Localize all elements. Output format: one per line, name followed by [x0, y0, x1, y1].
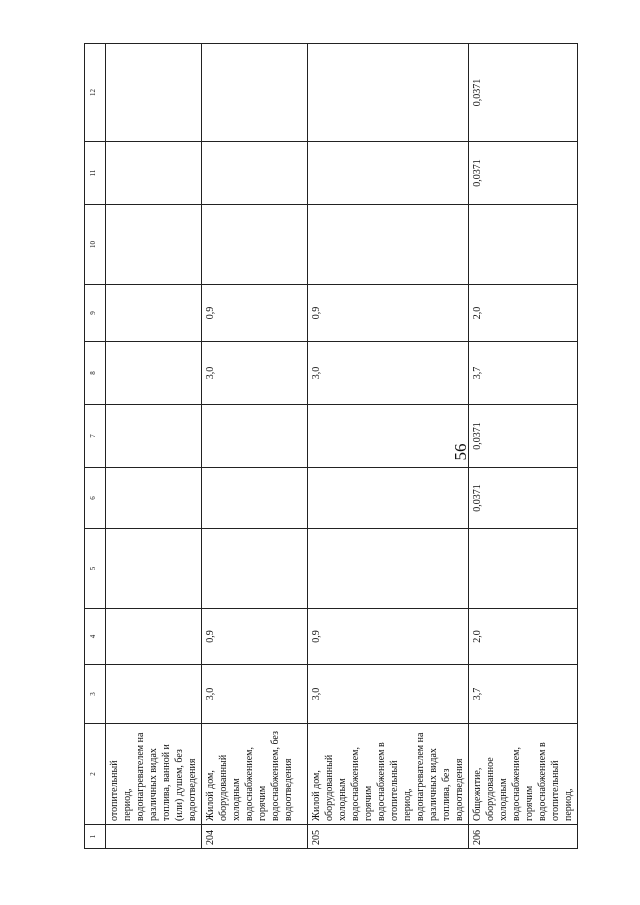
- row-number: 204: [202, 825, 308, 849]
- header-cell-6: 6: [85, 468, 106, 529]
- header-cell-1: 1: [85, 825, 106, 849]
- table-row: [106, 44, 202, 849]
- table-row: [308, 44, 469, 849]
- cell-c9: [106, 285, 202, 342]
- header-cell-2: 2: [85, 724, 106, 825]
- cell-c11: [308, 142, 469, 205]
- table-row: [202, 44, 308, 849]
- cell-c7: [202, 405, 308, 468]
- cell-c11: 0,0371: [469, 142, 578, 205]
- cell-c3: [106, 665, 202, 724]
- cell-c4: 0,9: [202, 609, 308, 665]
- header-cell-8: 8: [85, 342, 106, 405]
- header-cell-3: 3: [85, 665, 106, 724]
- row-number: 205: [308, 825, 469, 849]
- cell-c12: 0,0371: [469, 44, 578, 142]
- cell-c9: 0,9: [202, 285, 308, 342]
- cell-c8: [106, 342, 202, 405]
- cell-c7: [308, 405, 469, 468]
- cell-c6: [106, 468, 202, 529]
- cell-c8: 3,0: [308, 342, 469, 405]
- row-description: Общежитие, оборудованное холодным водоснабжением, горячим водоснабжением в отопительный период,: [469, 724, 578, 825]
- cell-c9: 0,9: [308, 285, 469, 342]
- cell-c6: 0,0371: [469, 468, 578, 529]
- cell-c10: [308, 205, 469, 285]
- row-description: Жилой дом, оборудованный холодным водоснабжением, горячим водоснабжением в отопительный период, водонагревателем на различных видах топлива, без водоотведения: [308, 724, 469, 825]
- cell-c10: [469, 205, 578, 285]
- table-wrapper: [84, 44, 574, 849]
- header-cell-10: 10: [85, 205, 106, 285]
- header-cell-9: 9: [85, 285, 106, 342]
- header-row: [85, 44, 106, 849]
- cell-c3: 3,0: [202, 665, 308, 724]
- cell-c5: [308, 529, 469, 609]
- cell-c4: [106, 609, 202, 665]
- cell-c12: [202, 44, 308, 142]
- cell-c6: [202, 468, 308, 529]
- header-cell-7: 7: [85, 405, 106, 468]
- table-row: [469, 44, 578, 849]
- cell-c12: [308, 44, 469, 142]
- cell-c6: [308, 468, 469, 529]
- row-description: отопительный период, водонагревателем на различных видах топлива, ванной и (или) душем, без водоотведения: [106, 724, 202, 825]
- cell-c10: [202, 205, 308, 285]
- header-cell-4: 4: [85, 609, 106, 665]
- cell-c5: [202, 529, 308, 609]
- cell-c4: 0,9: [308, 609, 469, 665]
- norms-table: [84, 43, 578, 849]
- cell-c7: 0,0371: [469, 405, 578, 468]
- cell-c12: [106, 44, 202, 142]
- row-number: 206: [469, 825, 578, 849]
- row-description: Жилой дом, оборудованный холодным водоснабжением, горячим водоснабжением, без водоотведения: [202, 724, 308, 825]
- cell-c3: 3,0: [308, 665, 469, 724]
- cell-c7: [106, 405, 202, 468]
- cell-c8: 3,0: [202, 342, 308, 405]
- cell-c4: 2,0: [469, 609, 578, 665]
- cell-c5: [106, 529, 202, 609]
- cell-c11: [106, 142, 202, 205]
- header-cell-11: 11: [85, 142, 106, 205]
- page-number: 56: [451, 443, 470, 461]
- cell-c8: 3,7: [469, 342, 578, 405]
- cell-c5: [469, 529, 578, 609]
- header-cell-5: 5: [85, 529, 106, 609]
- cell-c3: 3,7: [469, 665, 578, 724]
- cell-c9: 2,0: [469, 285, 578, 342]
- cell-c10: [106, 205, 202, 285]
- header-cell-12: 12: [85, 44, 106, 142]
- row-number: [106, 825, 202, 849]
- cell-c11: [202, 142, 308, 205]
